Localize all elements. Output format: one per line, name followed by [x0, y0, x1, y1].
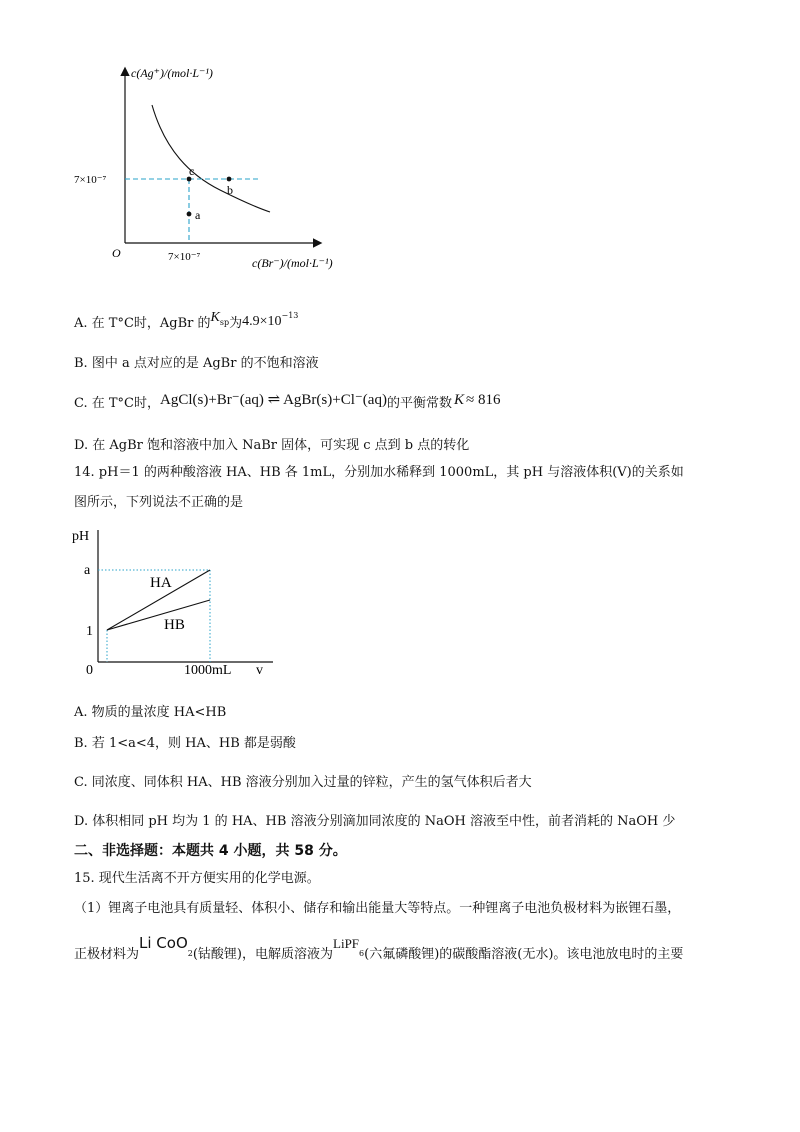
section-heading: 二、非选择题：本题共 4 小题，共 58 分。 — [74, 843, 347, 859]
k-value: ≈ 816 — [466, 392, 501, 408]
x-axis-label: c(Br⁻)/(mol·L⁻¹) — [252, 256, 333, 270]
q14-stem-line2: 图所示，下列说法不正确的是 — [74, 495, 244, 510]
x-axis-label: v — [256, 663, 263, 678]
ph-figure — [68, 522, 288, 682]
ksp-value: 4.9×10 — [242, 314, 282, 329]
q15-text-b: (钴酸锂)，电解质溶液为 — [192, 947, 334, 962]
q15-stem: 15. 现代生活离不开方便实用的化学电源。 — [74, 871, 320, 886]
ksp-exponent: −13 — [281, 310, 299, 320]
label-ha: HA — [150, 575, 172, 591]
point-b-label: b — [227, 183, 233, 197]
y-axis-label: c(Ag⁺)/(mol·L⁻¹) — [131, 66, 213, 80]
q15-text-c: (六氟磷酸锂)的碳酸酯溶液(无水)。该电池放电时的主要 — [364, 947, 684, 962]
formula-lipf6-sub: 6 — [359, 948, 365, 958]
x-tick-label: 7×10⁻⁷ — [168, 251, 201, 263]
q13-option-b: B. 图中 a 点对应的是 AgBr 的不饱和溶液 — [74, 356, 319, 371]
q13-c-mid: 的平衡常数 — [386, 396, 452, 411]
origin-label: O — [112, 246, 121, 260]
formula-licoo2: Li CoO — [139, 934, 188, 952]
ksp-figure — [70, 55, 370, 275]
k-symbol: K — [453, 392, 464, 408]
origin-label: 0 — [86, 663, 93, 678]
point-c-label: c — [189, 164, 195, 178]
label-hb: HB — [164, 617, 185, 633]
formula-licoo2-sub: 2 — [187, 948, 193, 958]
q13-option-d: D. 在 AgBr 饱和溶液中加入 NaBr 固体，可实现 c 点到 b 点的转化 — [74, 438, 470, 453]
q15-text-a: 正极材料为 — [74, 947, 140, 962]
tick-1: 1 — [86, 624, 93, 639]
tick-a: a — [84, 563, 91, 578]
point-a-label: a — [195, 208, 201, 222]
y-axis-label: pH — [72, 529, 90, 544]
line-hb — [107, 600, 210, 630]
point-a — [187, 212, 192, 217]
q14-option-d: D. 体积相同 pH 均为 1 的 HA、HB 溶液分别滴加同浓度的 NaOH 溶液至中性，前者消耗的 NaOH 少 — [74, 814, 676, 829]
ksp-symbol: K — [210, 310, 220, 325]
q13-a-prefix: A. 在 T°C时，AgBr 的 — [74, 316, 211, 331]
point-b — [227, 177, 232, 182]
q14-stem-line1: 14. pH＝1 的两种酸溶液 HA、HB 各 1mL，分别加水稀释到 1000mL，其 pH 与溶液体积(V)的关系如 — [74, 465, 684, 480]
formula-lipf6: LiPF — [333, 936, 360, 951]
q14-option-a: A. 物质的量浓度 HA<HB — [74, 705, 227, 720]
y-tick-label: 7×10⁻⁷ — [74, 174, 107, 186]
q14-option-b: B. 若 1<a<4，则 HA、HB 都是弱酸 — [74, 736, 296, 751]
q15-part1-line2 — [74, 934, 684, 971]
solubility-curve — [152, 105, 270, 212]
q13-option-c — [74, 392, 500, 412]
q13-option-a — [74, 312, 298, 333]
q13-c-prefix: C. 在 T°C时， — [74, 396, 160, 411]
x-tick-label: 1000mL — [184, 663, 232, 678]
ksp-subscript: sp — [219, 317, 230, 327]
q13-a-mid: 为 — [229, 316, 243, 331]
q14-option-c: C. 同浓度、同体积 HA、HB 溶液分别加入过量的锌粒，产生的氢气体积后者大 — [74, 775, 532, 790]
equilibrium-equation: AgCl(s)+Br⁻(aq) ⇌ AgBr(s)+Cl⁻(aq) — [160, 392, 387, 408]
q15-part1-line1: （1）锂离子电池具有质量轻、体积小、储存和输出能量大等特点。一种锂离子电池负极材料为嵌锂石墨， — [74, 901, 681, 916]
